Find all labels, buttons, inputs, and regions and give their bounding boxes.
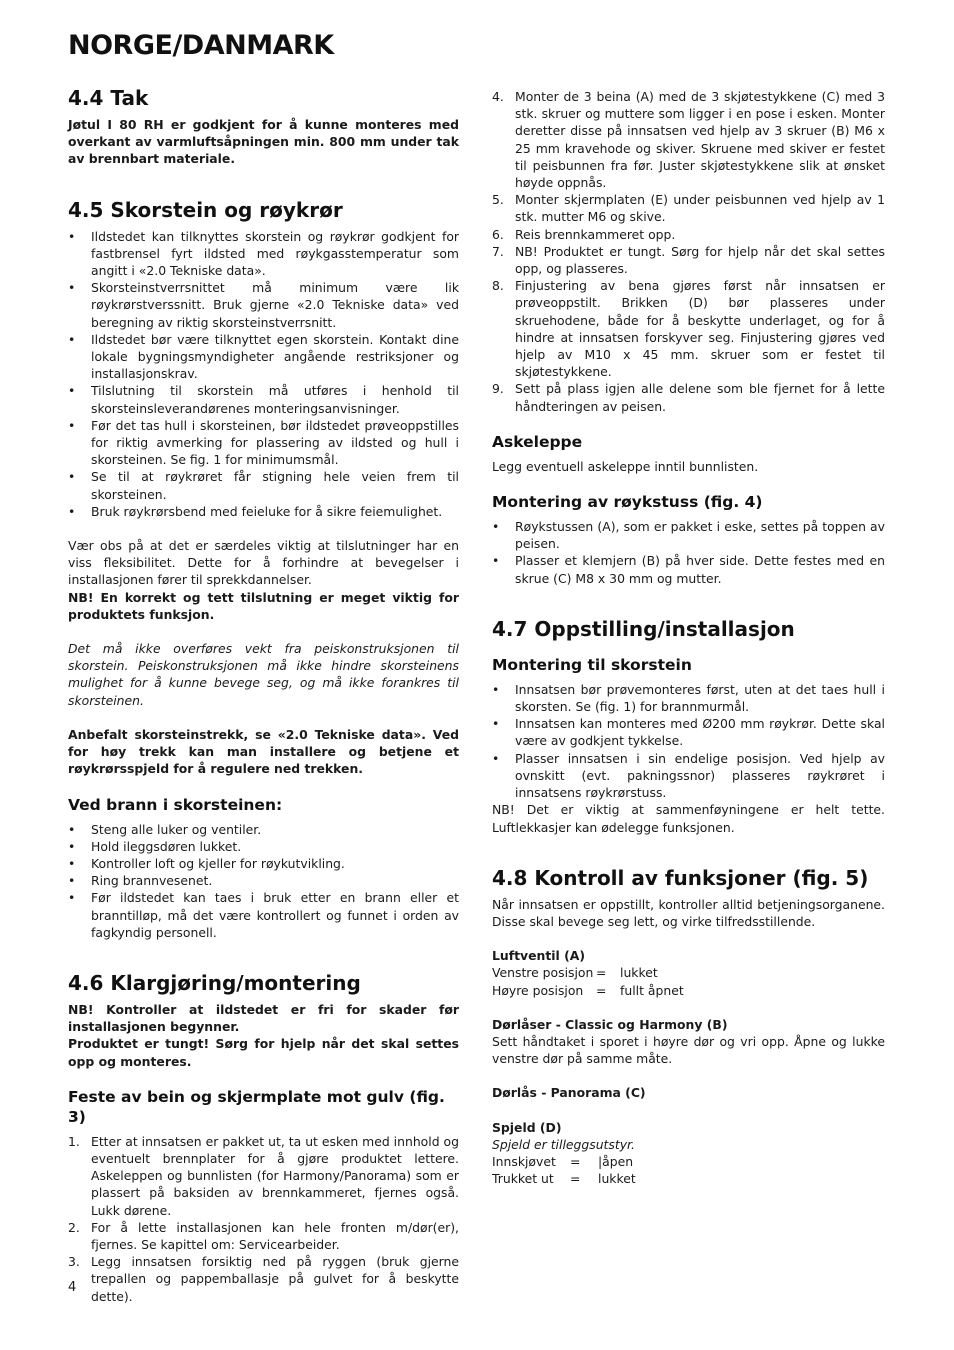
legs-steps-right [492,88,885,415]
list-item: • Steng alle luker og ventiler. [68,821,262,837]
list-item: • Bruk røykrørsbend med feieluke for å sikre feiemulighet. [68,503,443,519]
list-item: • Plasser innsatsen i sin endelige posisjon. Ved hjelp av ovnskitt (evt. pakningssnor) plasseres røykrøret i innsatsens røykrørstuss. [492,750,885,801]
chimney-bullet-list [68,228,459,520]
list-item: 9. Sett på plass igjen alle delene som ble fjernet for å lette håndteringen av peisen. [492,381,885,414]
list-item: • Røykstussen (A), som er pakket i eske, settes på toppen av peisen. [492,519,885,552]
chimney-mount-title: Montering til skorstein [492,655,692,674]
chimney-fire-list [68,821,459,941]
list-item: • Før ildstedet kan taes i bruk etter en brann eller et branntilløp, må det være kontrollert og funnet i orden av fagkyndig personell. [68,890,459,940]
ash-lip-title: Askeleppe [492,432,583,451]
flue-stub-list [492,518,885,587]
door-locks-title: Dørlåser - Classic og Harmony (B) [492,1016,728,1032]
list-item: 8. Finjustering av benа gjøres først når innsatsen er prøveoppstilt. Brikken (D) bør plasseres under skruehodene, både for å beskytte underlaget, og for å hindre at innsatsen forskyver seg. Finjustering gjøres ved hjelp av M10 x 45 mm. skruer som er festet til skjøtestykkene. [492,278,885,380]
function-check-intro: Når innsatsen er oppstillt, kontroller alltid betjeningsorganene. Disse skal bevege seg lett, og virke tilfredsstillende. [492,896,885,929]
list-item: • Tilslutning til skorstein må utføres i henhold til skorsteinsleverandørenes monteringsanvisninger. [68,383,459,416]
list-item: 6. Reis brennkammeret opp. [492,226,676,242]
air-valve-left: Venstre posisjon = lukket [492,965,658,981]
list-item: • Plasser et klemjern (B) på hver side. Dette festes med en skrue (C) M8 x 30 mm og mutter. [492,553,885,586]
air-valve-right: Høyre posisjon = fullt åpnet [492,982,684,998]
flue-stub-title: Montering av røykstuss (fig. 4) [492,493,763,512]
list-item: • Før det tas hull i skorsteinen, bør ildstedet prøveoppstilles for riktig avmerking for plassering av ildsted og hull i skorsteinen. Se fig. 1 for minimumsmål. [68,417,459,468]
list-item: • Innsatsen bør prøvemonteres først, uten at det taes hull i skorsten. Se (fig. 1) for brannmurmål. [492,681,885,715]
list-item: • Se til at røykrøret får stigning hele veien frem til skorsteinen. [68,469,459,502]
right-column [492,88,885,1187]
nb-damage-check: NB! Kontroller at ildstedet er fri for skader før installasjonen begynner. [68,1001,459,1035]
damper-pulled-out: Trukket ut = lukket [492,1171,636,1187]
section-4-8-title: 4.8 Kontroll av funksjoner (fig. 5) [492,865,869,890]
section-4-6-title: 4.6 Klargjøring/montering [68,970,361,995]
draft-recommendation: Anbefalt skorsteinstrekk, se «2.0 Tekniske data». Ved for høy trekk kan man installere og betjene et røykrørsspjeld for å regulere ned trekken. [68,726,459,777]
list-item: • Hold ileggsdøren lukket. [68,838,242,854]
list-item: • Ring brannvesenet. [68,873,213,889]
left-column [68,86,459,1305]
list-item: 4. Monter de 3 beina (A) med de 3 skjøtestykkene (C) med 3 stk. skruer og muttere som ligger i en pose i esken. Monter deretter disse på innsatsen ved hjelp av 3 skruer (B) M6 x 25 mm kravehode og skiver. Skruene med skiver er festet til peisbunnen fra før. Juster skjøtestykkene slik at ønsket høyde oppnås. [492,89,885,191]
flexibility-paragraph: Vær obs på at det er særdeles viktig at tilslutninger har en viss fleksibilitet. Dette for å forhindre at bevegelser i installasjonen fører til sprekkdannelser. [68,538,459,588]
door-locks-text: Sett håndtaket i sporet i høyre dør og vri opp. Åpne og lukke venstre dør på samme måte. [492,1033,885,1067]
list-item: 5. Monter skjermplaten (E) under peisbunnen ved hjelp av 1 stk. mutter M6 og skive. [492,192,885,225]
damper-title: Spjeld (D) [492,1119,562,1135]
ash-lip-text: Legg eventuell askeleppe inntil bunnlisten. [492,458,759,474]
list-item: 7. NB! Produktet er tungt. Sørg for hjelp når det skal settes opp, og plasseres. [492,243,885,277]
section-4-7-title: 4.7 Oppstilling/installasjon [492,616,795,641]
legs-title: Feste av bein og skjermplate mot gulv (fig. 3) [68,1087,445,1126]
chimney-fire-title: Ved brann i skorsteinen: [68,795,283,814]
installation-list [492,681,885,801]
weight-note-italic: Det må ikke overføres vekt fra peiskonstruksjonen til skorstein. Peiskonstruksjonen må ikke hindre skorsteinens mulighet for å kunne bevege seg, og må ikke forankres til skorsteinen. [68,641,459,708]
list-item: • Skorsteinstverrsnittet må minimum være lik røykrørstverssnitt. Bruk gjerne «2.0 Tekniske data» ved beregning av riktig skorsteinstverrsnitt. [68,280,459,330]
list-item: • Kontroller loft og kjeller for røykutvikling. [68,855,345,871]
list-item: • Innsatsen kan monteres med Ø200 mm røykrør. Dette skal være av godkjent tykkelse. [492,716,885,749]
list-item: 2. For å lette installasjonen kan hele fronten m/dør(er), fjernes. Se kapittel om: Servicearbeider. [68,1219,459,1252]
legs-steps-left [68,1133,459,1305]
panorama-lock-title: Dørlås - Panorama (C) [492,1085,646,1101]
list-item: • Ildstedet kan tilknyttes skorstein og røykrør godkjent for fastbrensel fyrt ildsted med røykgasstemperatur som angitt i «2.0 Tekniske data». [68,228,459,279]
air-valve-title: Luftventil (A) [492,948,585,964]
section-4-5-title: 4.5 Skorstein og røykrør [68,197,343,222]
list-item: 1. Etter at innsatsen er pakket ut, ta ut esken med innhold og eventuelt brennplater for å gjøre produktet lettere. Askeleppen og bunnlisten (for Harmony/Panorama) som er plassert på baksiden av brennkammeret, fjernes også. Lukk dørene. [68,1133,459,1218]
list-item: 3. Legg innsatsen forsiktig ned på ryggen (bruk gjerne trepallen og pappemballasje på gulvet for å beskytte dette). [68,1254,459,1304]
nb-heavy-product: Produktet er tungt! Sørg for hjelp når det skal settes opp og monteres. [68,1036,459,1069]
page-title: NORGE/DANMARK [68,30,334,61]
nb-connection-note: NB! En korrekt og tett tilslutning er meget viktig for produktets funksjon. [68,589,459,622]
damper-note: Spjeld er tilleggsutstyr. [492,1136,635,1152]
nb-joints-note: NB! Det er viktig at sammenføyningene er helt tette. Luftlekkasjer kan ødelegge funksjonen. [492,802,885,835]
section-4-4-title: 4.4 Tak [68,86,149,110]
list-item: • Ildstedet bør være tilknyttet egen skorstein. Kontakt dine lokale bygningsmyndigheter angående restriksjoner og installasjonskrav. [68,331,459,382]
damper-pushed-in: Innskjøvet = |åpen [492,1153,634,1169]
section-4-4-text: Jøtul I 80 RH er godkjent for å kunne monteres med overkant av varmluftsåpningen min. 800 mm under tak av brennbart materiale. [68,117,459,167]
page-number: 4 [68,1280,77,1295]
